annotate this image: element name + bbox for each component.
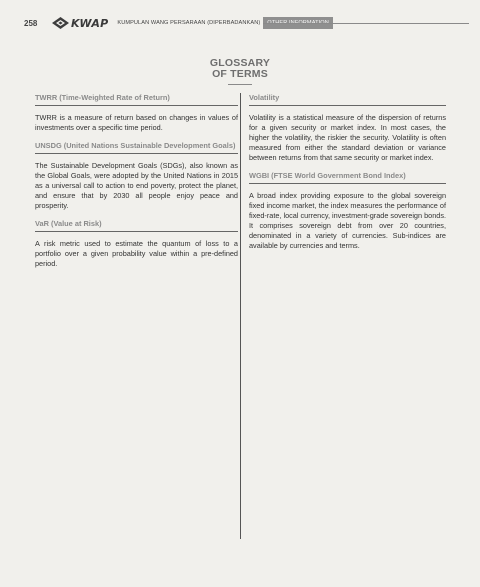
term-definition: The Sustainable Development Goals (SDGs), also known as the Global Goals, were adopted by the United Nations in 2015 as a universal call to action to end poverty, protect the planet, and ensure that by 2030 all people enjoy peace and prosperity. [35, 161, 238, 210]
term-definition: A risk metric used to estimate the quantum of loss to a portfolio over a given probability value within a pre-defined period. [35, 239, 238, 268]
kwap-logo [52, 17, 108, 30]
glossary-entry [35, 141, 238, 211]
glossary-entry [249, 171, 446, 251]
term-heading: TWRR (Time-Weighted Rate of Return) [35, 93, 238, 106]
term-definition: TWRR is a measure of return based on changes in values of investments over a specific time period. [35, 113, 238, 132]
glossary-entry [249, 93, 446, 163]
page-number: 258 [24, 18, 38, 28]
logo-text: KWAP [71, 16, 109, 30]
header-rule [263, 23, 469, 24]
term-definition: Volatility is a statistical measure of the dispersion of returns for a given security or market index. In most cases, the higher the volatility, the riskier the security. Volatility is often measured from either the standard deviation or variance between returns from that same security or market index. [249, 113, 446, 162]
glossary-entry [35, 93, 238, 133]
glossary-entry [35, 219, 238, 269]
kwap-logo-icon [52, 17, 69, 29]
organization-name: KUMPULAN WANG PERSARAAN (DIPERBADANKAN) [117, 20, 261, 26]
title-line-1: GLOSSARY [209, 57, 271, 69]
term-heading: UNSDG (United Nations Sustainable Development Goals) [35, 141, 238, 154]
column-divider [240, 93, 241, 539]
term-heading: VaR (Value at Risk) [35, 219, 238, 232]
term-heading: WGBI (FTSE World Government Bond Index) [249, 171, 446, 184]
right-column [249, 93, 446, 259]
term-heading: Volatility [249, 93, 446, 106]
term-definition: A broad index providing exposure to the global sovereign fixed income market, the index measures the performance of fixed-rate, local currency, investment-grade sovereign bonds. It comprises sovereign debt from over 20 countries, denominated in a variety of currencies. Sub-indices are available by currencies and terms. [249, 191, 446, 250]
title-underline [228, 84, 252, 85]
title-line-2: OF TERMS [212, 68, 268, 80]
page-title [0, 58, 480, 80]
left-column [35, 93, 238, 277]
section-tag: OTHER INFORMATION [263, 17, 333, 29]
